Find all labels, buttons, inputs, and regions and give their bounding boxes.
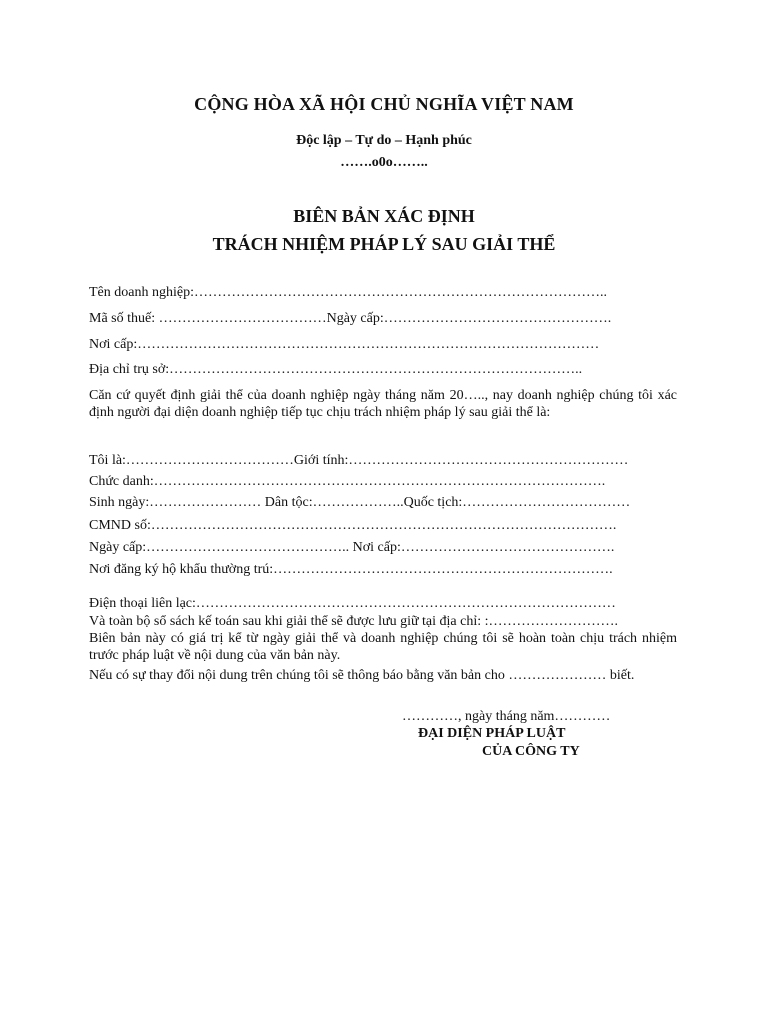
phone-field: Điện thoại liên lạc:……………………………………………………………………………… xyxy=(89,596,616,611)
id-date-field: Ngày cấp:…………………………………….. Nơi cấp:………………………………………. xyxy=(89,540,615,555)
validity-statement: Biên bản này có giá trị kể từ ngày giải thể và doanh nghiệp chúng tôi sẽ hoàn toàn chịu trách nhiệm trước pháp luật về nội dung của văn bản này. xyxy=(89,631,677,663)
basis-paragraph: Căn cứ quyết định giải thể của doanh nghiệp ngày tháng năm 20….., nay doanh nghiệp chúng tôi xác định người đại diện doanh nghiệp tiếp tục chịu trách nhiệm pháp lý sau giải thể là: xyxy=(89,388,677,420)
ornament-divider: …….o0o…….. xyxy=(340,155,428,170)
tax-code-field: Mã số thuế: ………………………………Ngày cấp:…………………………………………. xyxy=(89,311,612,326)
person-name-field: Tôi là:………………………………Giới tính:…………………………………………………… xyxy=(89,453,629,468)
national-motto: Độc lập – Tự do – Hạnh phúc xyxy=(296,133,472,148)
signature-role-line2: CỦA CÔNG TY xyxy=(482,744,580,759)
signature-date: …………, ngày tháng năm………… xyxy=(402,709,611,724)
residence-field: Nơi đăng ký hộ khẩu thường trú:………………………………………………………………. xyxy=(89,562,613,577)
document-title-line2: TRÁCH NHIỆM PHÁP LÝ SAU GIẢI THỂ xyxy=(212,234,556,254)
position-field: Chức danh:……………………………………………………………………………………. xyxy=(89,474,606,489)
issued-place-field: Nơi cấp:……………………………………………………………………………………… xyxy=(89,337,600,352)
signature-role-line1: ĐẠI DIỆN PHÁP LUẬT xyxy=(418,726,566,741)
company-name-field: Tên doanh nghiệp:…………………………………………………………………………….. xyxy=(89,285,607,300)
id-number-field: CMND số:………………………………………………………………………………………. xyxy=(89,518,617,533)
document-title-line1: BIÊN BẢN XÁC ĐỊNH xyxy=(293,206,475,226)
change-statement: Nếu có sự thay đổi nội dung trên chúng tôi sẽ thông báo bằng văn bản cho ………………… biết. xyxy=(89,668,635,683)
nation-title: CỘNG HÒA XÃ HỘI CHỦ NGHĨA VIỆT NAM xyxy=(194,94,574,114)
books-statement: Và toàn bộ sổ sách kế toán sau khi giải thể sẽ được lưu giữ tại địa chỉ: :………………………. xyxy=(89,614,619,629)
birth-field: Sinh ngày:…………………… Dân tộc:………………..Quốc tịch:……………………………… xyxy=(89,495,631,510)
address-field: Địa chỉ trụ sở:…………………………………………………………………………….. xyxy=(89,362,583,377)
